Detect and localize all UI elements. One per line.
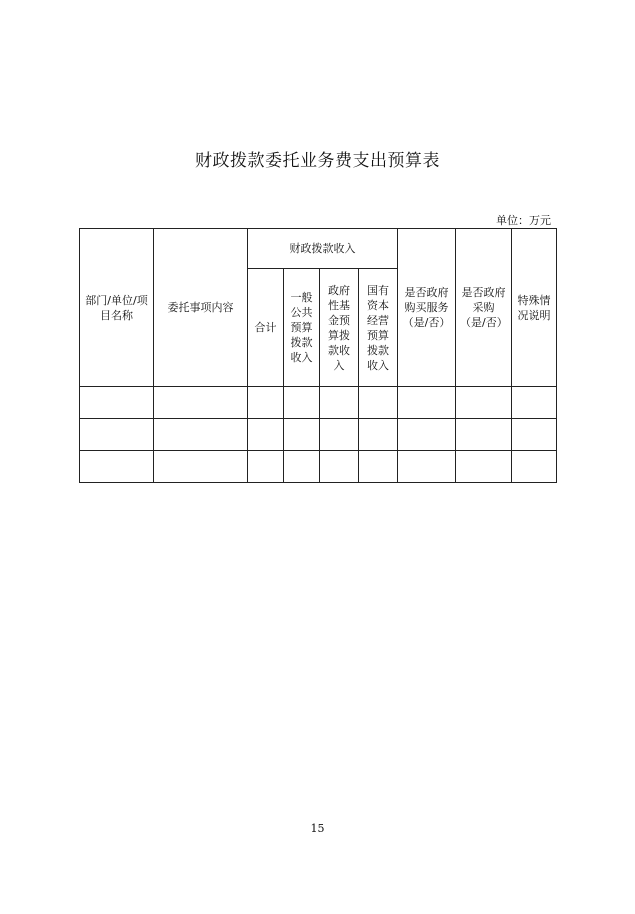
table-cell xyxy=(512,419,557,451)
table-cell xyxy=(456,387,512,419)
table-cell xyxy=(248,387,284,419)
table-cell xyxy=(154,419,248,451)
table-cell xyxy=(80,451,154,483)
header-revenue-group: 财政拨款收入 xyxy=(248,229,398,269)
table-cell xyxy=(154,451,248,483)
page-title: 财政拨款委托业务费支出预算表 xyxy=(195,151,440,171)
table-row xyxy=(80,419,557,451)
table-cell xyxy=(512,387,557,419)
unit-label: 单位：万元 xyxy=(496,214,551,227)
header-general-budget: 一般公共预算拨款收入 xyxy=(284,269,320,387)
budget-table xyxy=(79,228,557,483)
table-cell xyxy=(284,419,320,451)
table-cell xyxy=(284,451,320,483)
table-cell xyxy=(359,387,398,419)
table-cell xyxy=(154,387,248,419)
table-cell xyxy=(320,451,359,483)
page-number: 15 xyxy=(310,822,325,835)
header-total: 合计 xyxy=(248,269,284,387)
table-cell xyxy=(359,419,398,451)
table-cell xyxy=(456,451,512,483)
header-content: 委托事项内容 xyxy=(154,229,248,387)
header-gov-procurement: 是否政府采购（是/否） xyxy=(456,229,512,387)
header-dept: 部门/单位/项目名称 xyxy=(80,229,154,387)
table-cell xyxy=(80,387,154,419)
table-cell xyxy=(284,387,320,419)
table-cell xyxy=(398,419,456,451)
table-cell xyxy=(456,419,512,451)
header-state-capital: 国有资本经营预算拨款收入 xyxy=(359,269,398,387)
header-special-notes: 特殊情况说明 xyxy=(512,229,557,387)
table-row xyxy=(80,387,557,419)
table-cell xyxy=(398,387,456,419)
table-cell xyxy=(80,419,154,451)
table-cell xyxy=(248,419,284,451)
table-cell xyxy=(359,451,398,483)
table-cell xyxy=(320,387,359,419)
header-gov-service: 是否政府购买服务（是/否） xyxy=(398,229,456,387)
table-cell xyxy=(512,451,557,483)
table-cell xyxy=(398,451,456,483)
header-fund-budget: 政府性基金预算拨款收入 xyxy=(320,269,359,387)
table-cell xyxy=(320,419,359,451)
table-row xyxy=(80,451,557,483)
table-cell xyxy=(248,451,284,483)
